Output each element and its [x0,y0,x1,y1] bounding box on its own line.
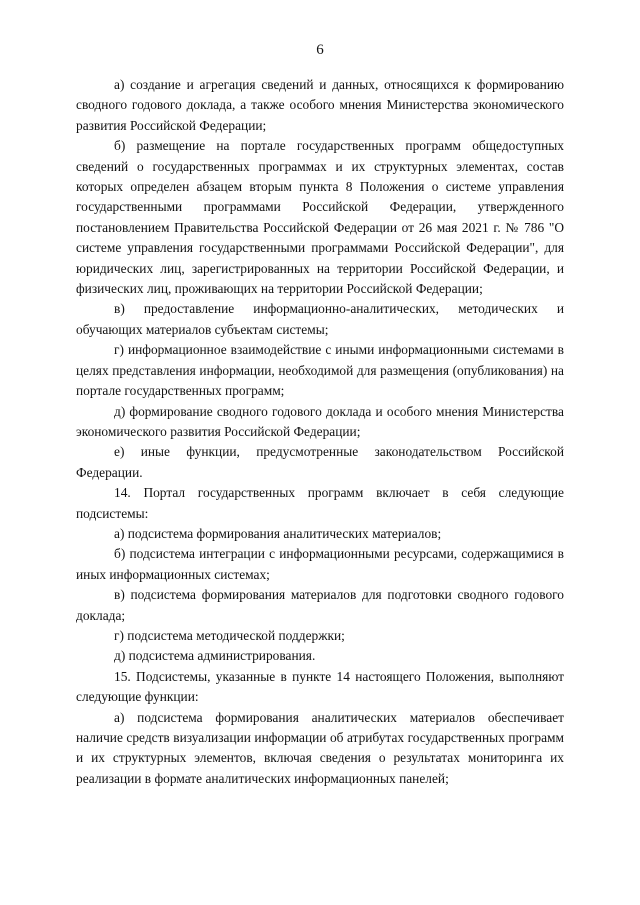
paragraph-subsystem-g: г) подсистема методической поддержки; [114,627,345,643]
page-number: 6 [316,42,324,58]
document-body [76,75,564,789]
paragraph-subsystem-v: в) подсистема формирования материалов для подготовки сводного годового доклада; [76,587,564,623]
paragraph-subsystem-a: а) подсистема формирования аналитических материалов; [114,525,442,541]
paragraph-item-a-creation: а) создание и агрегация сведений и данных, относящихся к формированию сводного годового доклада, а также особого мнения Министерства экономического развития Российской Федерации; [76,77,564,133]
paragraph-subsystem-b: б) подсистема интеграции с информационными ресурсами, содержащимися в иных информационных системах; [76,546,564,582]
paragraph-item-d-report: д) формирование сводного годового доклада и особого мнения Министерства экономического развития Российской Федерации; [76,403,564,439]
paragraph-item-e-other: е) иные функции, предусмотренные законодательством Российской Федерации. [76,444,564,480]
paragraph-section-14: 14. Портал государственных программ включает в себя следующие подсистемы: [76,485,564,521]
paragraph-section-15: 15. Подсистемы, указанные в пункте 14 настоящего Положения, выполняют следующие функции: [76,668,564,705]
paragraph-subsystem-d: д) подсистема администрирования. [114,648,316,664]
paragraph-item-g-interaction: г) информационное взаимодействие с иными информационными системами в целях представления информации, необходимой для размещения (опубликования) на портале государственных программ; [76,342,564,399]
paragraph-item-b-publication: б) размещение на портале государственных программ общедоступных сведений о государственных программах и их структурных элементах, состав которых определен абзацем вторым пункта 8 Положения о системе управления государственными программами Российской Федерации, утвержденного постановлением Правительства Российской Федерации от 26 мая 2021 г. № 786 "О системе управления государственными программами Российской Федерации", для юридических лиц, зарегистрированных на территории Российской Федерации, и физических лиц, проживающих на территории Российской Федерации; [76,138,564,297]
paragraph-item-v-materials: в) предоставление информационно-аналитических, методических и обучающих материалов субъектам системы; [76,301,564,337]
paragraph-function-a: а) подсистема формирования аналитических материалов обеспечивает наличие средств визуализации информации об атрибутах государственных программ и их структурных элементов, включая сведения о результатах мониторинга их реализации в формате аналитических информационных панелей; [76,709,564,786]
